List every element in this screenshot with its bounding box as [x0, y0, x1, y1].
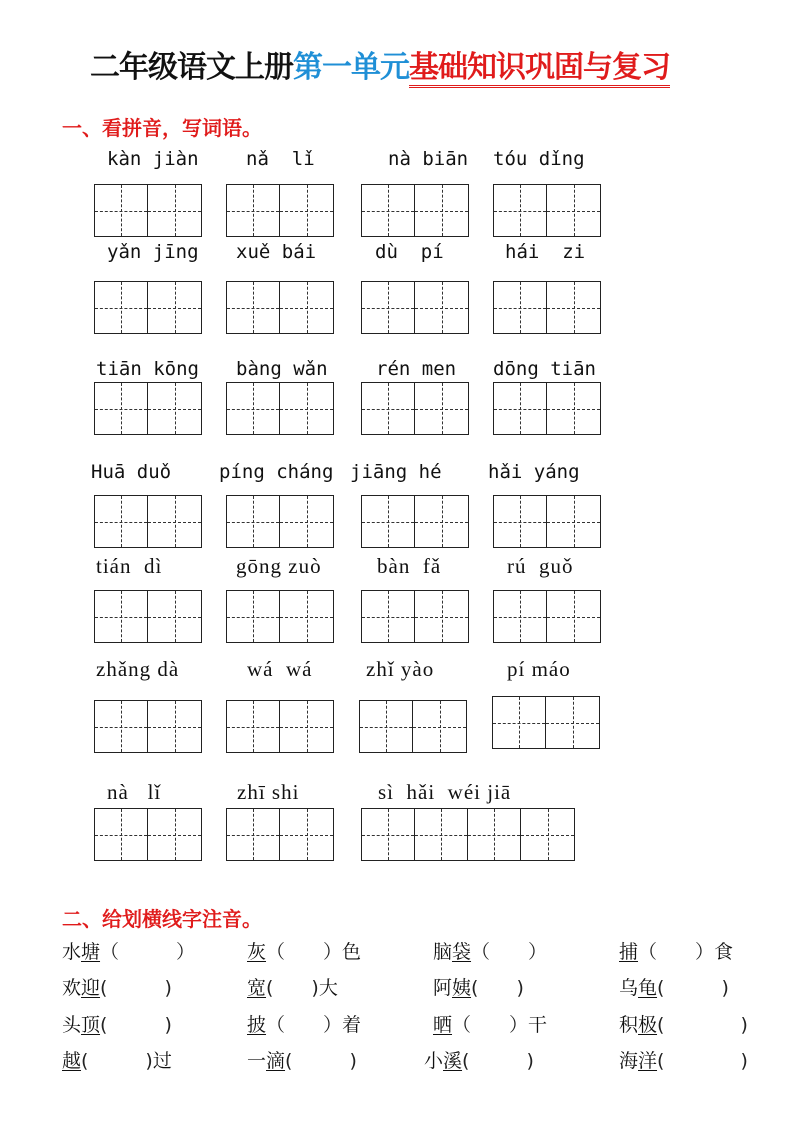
- grid-cell[interactable]: [227, 282, 280, 333]
- pinyin-label: hǎi yáng: [488, 461, 580, 483]
- grid-cell[interactable]: [95, 383, 148, 434]
- underlined-char: 灰: [247, 941, 267, 963]
- pinyin-label: dōng tiān: [493, 358, 596, 380]
- pinyin-label: nà lǐ: [107, 780, 162, 804]
- writing-grid[interactable]: [94, 590, 202, 643]
- underlined-char: 迎: [81, 977, 101, 999]
- writing-grid[interactable]: [94, 700, 202, 753]
- pinyin-label: tóu dǐng: [493, 148, 585, 170]
- pinyin-label: tián dì: [96, 554, 163, 578]
- underlined-char: 晒: [433, 1014, 453, 1036]
- writing-grid[interactable]: [493, 184, 601, 237]
- writing-grid[interactable]: [493, 281, 601, 334]
- underlined-char: 洋: [638, 1050, 658, 1072]
- grid-cell[interactable]: [415, 591, 468, 642]
- answer-blank[interactable]: ( ): [657, 1014, 748, 1036]
- phonetic-item: 阿姨( ): [433, 977, 524, 999]
- grid-cell[interactable]: [547, 383, 600, 434]
- writing-grid[interactable]: [359, 700, 467, 753]
- answer-blank[interactable]: ( ): [100, 1014, 172, 1036]
- pinyin-label: nǎ lǐ: [246, 148, 315, 170]
- writing-grid[interactable]: [226, 495, 334, 548]
- answer-blank[interactable]: ( ): [81, 1050, 153, 1072]
- phonetic-item: 脑袋（ ）: [433, 941, 548, 963]
- grid-cell[interactable]: [415, 185, 468, 236]
- answer-blank[interactable]: ( ): [462, 1050, 534, 1072]
- grid-cell[interactable]: [280, 809, 333, 860]
- grid-cell[interactable]: [415, 383, 468, 434]
- underlined-char: 宽: [247, 977, 267, 999]
- underlined-char: 塘: [81, 941, 101, 963]
- grid-cell[interactable]: [95, 496, 148, 547]
- underlined-char: 龟: [638, 977, 658, 999]
- grid-cell[interactable]: [494, 185, 547, 236]
- phonetic-item: 晒（ ）干: [433, 1014, 548, 1036]
- grid-cell[interactable]: [148, 809, 201, 860]
- writing-grid[interactable]: [94, 495, 202, 548]
- grid-cell[interactable]: [280, 496, 333, 547]
- grid-cell[interactable]: [148, 282, 201, 333]
- phonetic-item: 小溪( ): [424, 1050, 534, 1072]
- pinyin-label: jiāng hé: [350, 461, 442, 483]
- answer-blank[interactable]: （ ）: [471, 941, 548, 963]
- grid-cell[interactable]: [415, 809, 468, 860]
- writing-grid[interactable]: [94, 281, 202, 334]
- writing-grid[interactable]: [493, 382, 601, 435]
- writing-grid[interactable]: [226, 184, 334, 237]
- phonetic-item: 灰（ ）色: [247, 941, 362, 963]
- underlined-char: 捕: [619, 941, 639, 963]
- answer-blank[interactable]: （ ）: [266, 941, 343, 963]
- grid-cell[interactable]: [148, 496, 201, 547]
- grid-cell[interactable]: [362, 383, 415, 434]
- grid-cell[interactable]: [547, 185, 600, 236]
- title-unit: 第一单元: [293, 50, 409, 85]
- grid-cell[interactable]: [415, 496, 468, 547]
- pinyin-label: kàn jiàn: [107, 148, 199, 170]
- answer-blank[interactable]: ( ): [471, 977, 524, 999]
- grid-cell[interactable]: [227, 701, 280, 752]
- answer-blank[interactable]: ( ): [100, 977, 172, 999]
- answer-blank[interactable]: ( ): [657, 1050, 748, 1072]
- writing-grid[interactable]: [492, 696, 600, 749]
- grid-cell[interactable]: [494, 383, 547, 434]
- grid-cell[interactable]: [362, 282, 415, 333]
- pinyin-label: hái zi: [505, 241, 586, 263]
- underlined-char: 顶: [81, 1014, 101, 1036]
- grid-cell[interactable]: [227, 591, 280, 642]
- phonetic-item: 捕（ ）食: [619, 941, 734, 963]
- grid-cell[interactable]: [280, 185, 333, 236]
- underlined-char: 姨: [452, 977, 472, 999]
- grid-cell[interactable]: [521, 809, 574, 860]
- pinyin-label: nà biān: [388, 148, 469, 170]
- grid-cell[interactable]: [413, 701, 466, 752]
- grid-cell[interactable]: [280, 383, 333, 434]
- grid-cell[interactable]: [547, 591, 600, 642]
- grid-cell[interactable]: [148, 383, 201, 434]
- grid-cell[interactable]: [95, 809, 148, 860]
- pinyin-label: zhǎng dà: [96, 657, 180, 681]
- grid-cell[interactable]: [494, 591, 547, 642]
- grid-cell[interactable]: [280, 701, 333, 752]
- underlined-char: 极: [638, 1014, 658, 1036]
- grid-cell[interactable]: [280, 282, 333, 333]
- phonetic-item: 水塘（ ）: [62, 941, 196, 963]
- grid-cell[interactable]: [547, 496, 600, 547]
- pinyin-label: zhǐ yào: [366, 657, 435, 681]
- phonetic-item: 乌龟( ): [619, 977, 729, 999]
- phonetic-item: 一滴( ): [247, 1050, 357, 1072]
- answer-blank[interactable]: ( ): [285, 1050, 357, 1072]
- writing-grid[interactable]: [94, 382, 202, 435]
- underlined-char: 溪: [443, 1050, 463, 1072]
- pinyin-label: gōng zuò: [236, 554, 322, 578]
- answer-blank[interactable]: （ ）: [638, 941, 715, 963]
- phonetic-item: 欢迎( ): [62, 977, 172, 999]
- pinyin-label: wá wá: [247, 657, 313, 681]
- pinyin-label: tiān kōng: [96, 358, 199, 380]
- grid-cell[interactable]: [95, 701, 148, 752]
- grid-cell[interactable]: [493, 697, 546, 748]
- grid-cell[interactable]: [362, 591, 415, 642]
- grid-cell[interactable]: [148, 701, 201, 752]
- grid-cell[interactable]: [227, 185, 280, 236]
- pinyin-label: rén men: [376, 358, 457, 380]
- writing-grid[interactable]: [94, 184, 202, 237]
- grid-cell[interactable]: [227, 383, 280, 434]
- grid-cell[interactable]: [227, 809, 280, 860]
- pinyin-label: sì hǎi wéi jiā: [378, 780, 512, 804]
- answer-blank[interactable]: ( ): [266, 977, 319, 999]
- underlined-char: 披: [247, 1014, 267, 1036]
- grid-cell[interactable]: [494, 282, 547, 333]
- phonetic-item: 积极( ): [619, 1014, 748, 1036]
- page-title: [90, 48, 750, 88]
- grid-cell[interactable]: [95, 185, 148, 236]
- underlined-char: 袋: [452, 941, 472, 963]
- grid-cell[interactable]: [95, 282, 148, 333]
- answer-blank[interactable]: ( ): [657, 977, 729, 999]
- grid-cell[interactable]: [546, 697, 599, 748]
- grid-cell[interactable]: [494, 496, 547, 547]
- answer-blank[interactable]: （ ）: [100, 941, 196, 963]
- pinyin-label: rú guǒ: [507, 554, 574, 578]
- writing-grid[interactable]: [361, 382, 469, 435]
- writing-grid[interactable]: [226, 808, 334, 861]
- underlined-char: 越: [62, 1050, 82, 1072]
- grid-cell[interactable]: [362, 496, 415, 547]
- grid-cell[interactable]: [148, 185, 201, 236]
- grid-cell[interactable]: [362, 809, 415, 860]
- grid-cell[interactable]: [415, 282, 468, 333]
- phonetic-item: 越( )过: [62, 1050, 172, 1072]
- writing-grid[interactable]: [226, 590, 334, 643]
- pinyin-label: dù pí: [375, 241, 444, 263]
- grid-cell[interactable]: [280, 591, 333, 642]
- grid-cell[interactable]: [360, 701, 413, 752]
- writing-grid[interactable]: [361, 184, 469, 237]
- pinyin-label: zhī shi: [237, 780, 300, 804]
- grid-cell[interactable]: [148, 591, 201, 642]
- writing-grid[interactable]: [493, 590, 601, 643]
- title-topic: 基础知识巩固与复习: [409, 50, 670, 88]
- pinyin-label: píng cháng: [219, 461, 334, 483]
- section2-heading: 二、给划横线字注音。: [62, 907, 262, 931]
- phonetic-item: 海洋( ): [619, 1050, 748, 1072]
- grid-cell[interactable]: [95, 591, 148, 642]
- phonetic-item: 披（ ）着: [247, 1014, 362, 1036]
- title-grade: 二年级语文上册: [90, 50, 293, 85]
- section1-heading: 一、看拼音，写词语。: [62, 116, 262, 140]
- writing-grid[interactable]: [361, 808, 575, 861]
- answer-blank[interactable]: （ ）: [266, 1014, 343, 1036]
- grid-cell[interactable]: [362, 185, 415, 236]
- writing-grid[interactable]: [361, 590, 469, 643]
- pinyin-label: bàn fǎ: [377, 554, 442, 578]
- grid-cell[interactable]: [547, 282, 600, 333]
- grid-cell[interactable]: [227, 496, 280, 547]
- writing-grid[interactable]: [94, 808, 202, 861]
- pinyin-label: xuě bái: [236, 241, 317, 263]
- writing-grid[interactable]: [361, 495, 469, 548]
- writing-grid[interactable]: [361, 281, 469, 334]
- writing-grid[interactable]: [226, 281, 334, 334]
- phonetic-item: 头顶( ): [62, 1014, 172, 1036]
- answer-blank[interactable]: （ ）: [452, 1014, 529, 1036]
- phonetic-item: 宽( )大: [247, 977, 338, 999]
- pinyin-label: bàng wǎn: [236, 358, 328, 380]
- writing-grid[interactable]: [226, 700, 334, 753]
- pinyin-label: Huā duǒ: [91, 461, 172, 483]
- underlined-char: 滴: [266, 1050, 286, 1072]
- writing-grid[interactable]: [226, 382, 334, 435]
- grid-cell[interactable]: [468, 809, 521, 860]
- writing-grid[interactable]: [493, 495, 601, 548]
- pinyin-label: yǎn jīng: [107, 241, 199, 263]
- pinyin-label: pí máo: [507, 657, 571, 681]
